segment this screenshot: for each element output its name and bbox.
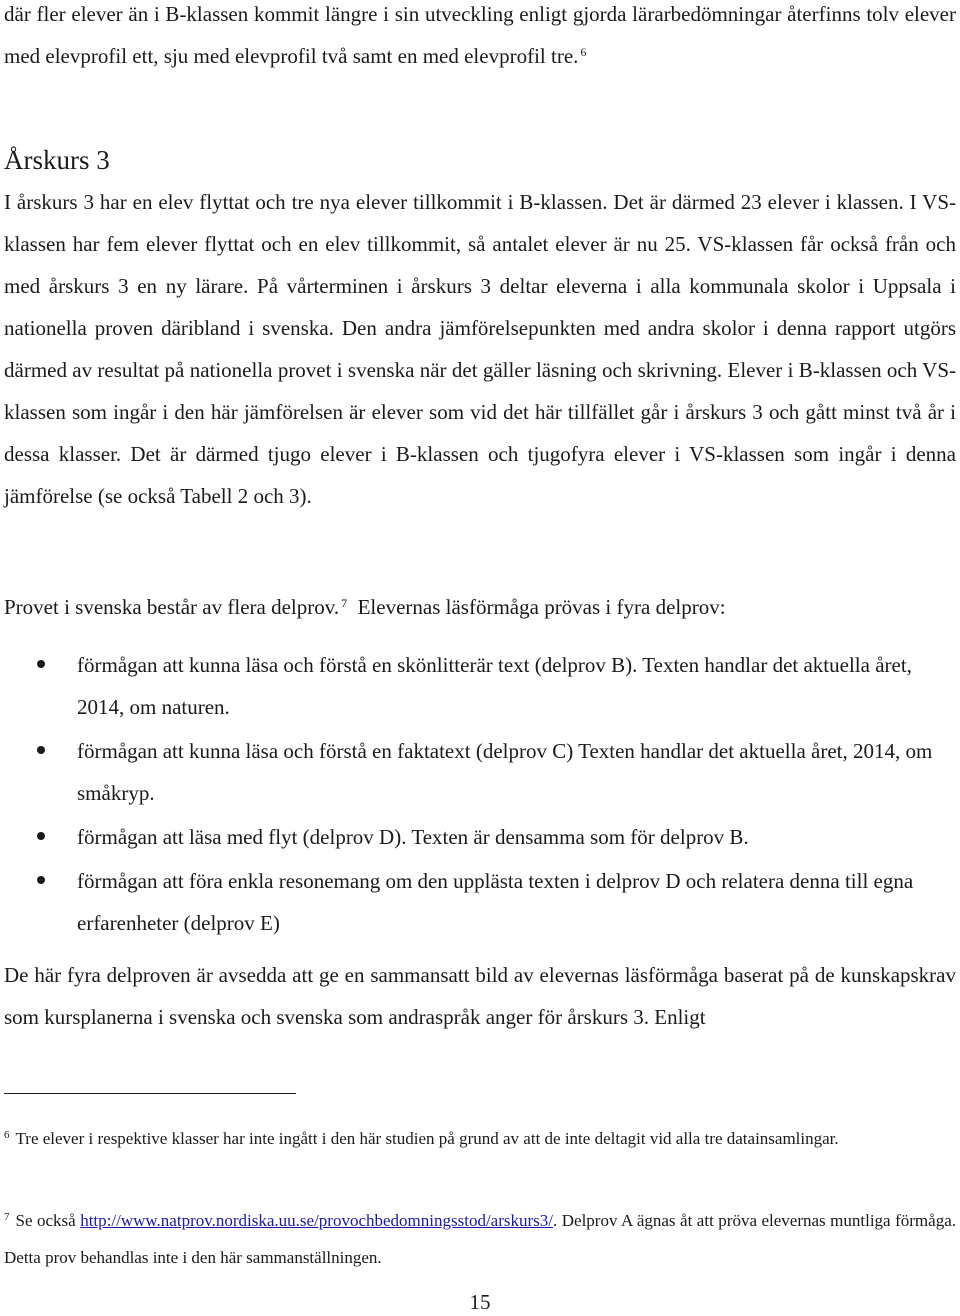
bullet-icon	[37, 876, 45, 884]
footnote-ref-7[interactable]: 7	[341, 596, 348, 610]
list-item-text: förmågan att kunna läsa och förstå en faktatext (delprov C) Texten handlar det aktuella året, 2014, om småkryp.	[77, 739, 933, 805]
summary-paragraph: De här fyra delproven är avsedda att ge en sammansatt bild av elevernas läsförmåga baserat på de kunskapskrav som kursplanerna i svenska och svenska som andraspråk anger för årskurs 3. Enligt	[4, 963, 956, 1029]
list-item	[4, 860, 956, 944]
list-item-text: förmågan att läsa med flyt (delprov D). Texten är densamma som för delprov B.	[77, 825, 749, 849]
list-item	[4, 644, 956, 728]
delprov-bullet-list	[4, 644, 956, 946]
list-item	[4, 816, 956, 858]
footnote-lead: Se också	[15, 1211, 76, 1230]
bullet-icon	[37, 832, 45, 840]
footnote-tail: . Delprov A ägnas åt att pröva elevernas muntliga förmåga. Detta prov behandlas inte i den här sammanställningen.	[4, 1211, 956, 1267]
section-heading: Årskurs 3	[4, 145, 110, 175]
list-item-text: förmågan att föra enkla resonemang om den upplästa texten i delprov D och relatera denna till egna erfarenheter (delprov E)	[77, 869, 914, 935]
intro-paragraph	[4, 0, 956, 77]
footnote-mark: 6	[4, 1129, 10, 1141]
footnote-divider	[4, 1093, 296, 1094]
footnote-6	[4, 1120, 956, 1157]
delprov-tail: Elevernas läsförmåga prövas i fyra delprov:	[357, 595, 726, 619]
natprov-link[interactable]: http://www.natprov.nordiska.uu.se/provochbedomningsstod/arskurs3/	[80, 1211, 553, 1230]
footnote-text: Tre elever i respektive klasser har inte ingått i den här studien på grund av att de inte deltagit vid alla tre datainsamlingar.	[15, 1129, 839, 1148]
bullet-icon	[37, 746, 45, 754]
list-item-text: förmågan att kunna läsa och förstå en skönlitterär text (delprov B). Texten handlar det aktuella året, 2014, om naturen.	[77, 653, 912, 719]
footnote-mark: 7	[4, 1211, 10, 1223]
main-paragraph: I årskurs 3 har en elev flyttat och tre nya elever tillkommit i B-klassen. Det är därmed 23 elever i klassen. I VS-klassen har fem elever flyttat och en elev tillkommit, så antalet elever är nu 25. VS-klassen får också från och med årskurs 3 en ny lärare. På vårterminen i årskurs 3 deltar eleverna i alla kommunala skolor i Uppsala i nationella proven däribland i svenska. Den andra jämförelsepunkten med andra skolor i denna rapport utgörs därmed av resultat på nationella provet i svenska när det gäller läsning och skrivning. Elever i B-klassen och VS-klassen som ingår i den här jämförelsen är elever som vid det här tillfället går i årskurs 3 och gått minst två år i dessa klasser. Det är därmed tjugo elever i B-klassen och tjugofyra elever i VS-klassen som ingår i denna jämförelse (se också Tabell 2 och 3).	[4, 190, 956, 508]
list-item	[4, 730, 956, 814]
page-number: 15	[469, 1290, 491, 1314]
footnote-7	[4, 1202, 956, 1276]
bullet-icon	[37, 660, 45, 668]
footnote-ref-6[interactable]: 6	[580, 45, 587, 59]
intro-text: där fler elever än i B-klassen kommit längre i sin utveckling enligt gjorda lärarbedömningar återfinns tolv elever med elevprofil ett, sju med elevprofil två samt en med elevprofil tre.	[4, 2, 956, 68]
delprov-lead: Provet i svenska består av flera delprov.	[4, 595, 340, 619]
delprov-paragraph	[4, 586, 956, 628]
